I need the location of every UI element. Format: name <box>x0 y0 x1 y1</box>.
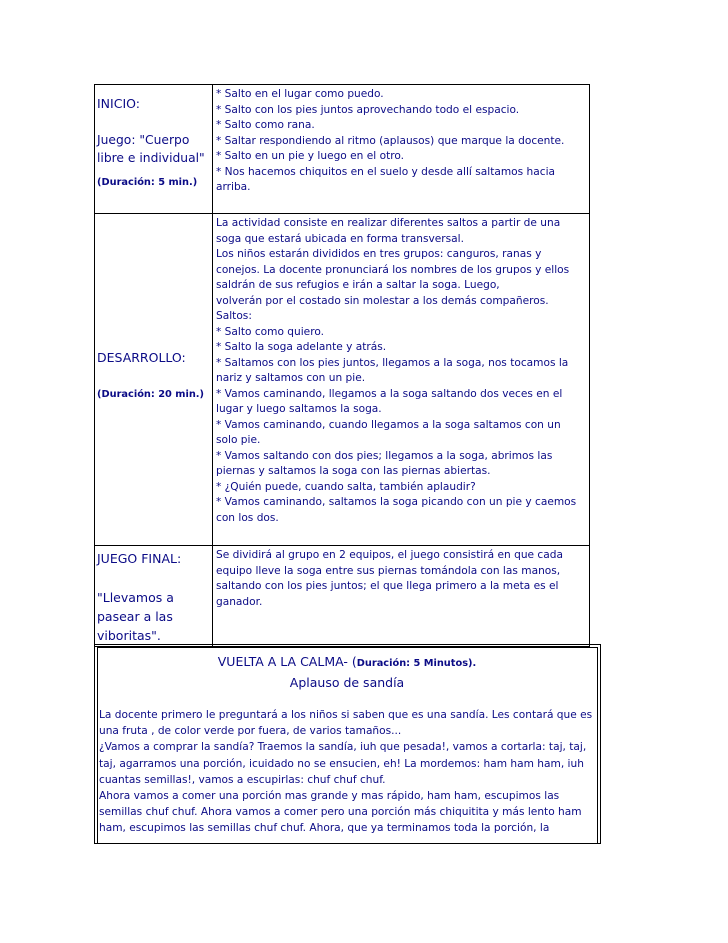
activity-table <box>94 84 590 647</box>
inicio-heading: INICIO: <box>97 96 140 111</box>
desarrollo-line: La actividad consiste en realizar diferentes saltos a partir de una soga que estará ubicada en forma transversal. <box>216 217 561 245</box>
juego-final-row <box>95 545 589 646</box>
inicio-label-cell <box>95 85 213 213</box>
desarrollo-content <box>213 214 589 545</box>
juego-final-label-cell <box>95 546 213 646</box>
juego-final-heading: JUEGO FINAL: <box>97 551 182 566</box>
desarrollo-label-cell <box>95 214 213 545</box>
desarrollo-line: * Saltamos con los pies juntos, llegamos a la soga, nos tocamos la nariz y saltamos con un pie. <box>216 356 569 384</box>
calm-paragraph: La docente primero le preguntará a los niños si saben que es una sandía. Les contará que es una fruta , de color verde por fuera, de varios tamaños... <box>99 709 593 738</box>
inicio-line: * Nos hacemos chiquitos en el suelo y desde allí saltamos hacia arriba. <box>216 165 555 193</box>
desarrollo-line: * Vamos caminando, saltamos la soga picando con un pie y caemos con los dos. <box>216 496 577 524</box>
desarrollo-row <box>95 213 589 545</box>
juego-final-text: Se dividirá al grupo en 2 equipos, el juego consistirá en que cada equipo lleve la soga entre sus piernas tomándola con las manos, saltando con los pies juntos; el que llega primero a la meta es el ganador. <box>216 549 563 608</box>
inicio-line: * Salto con los pies juntos aprovechando todo el espacio. <box>216 103 520 116</box>
desarrollo-heading: DESARROLLO: <box>97 350 186 365</box>
calm-subtitle: Aplauso de sandía <box>289 675 405 690</box>
calm-title <box>99 653 595 673</box>
calm-body <box>99 707 595 837</box>
desarrollo-line: * Vamos caminando, llegamos a la soga saltando dos veces en el lugar y luego saltamos la soga. <box>216 387 563 415</box>
desarrollo-line: volverán por el costado sin molestar a los demás compañeros. <box>216 294 549 307</box>
desarrollo-line: * ¿Quién puede, cuando salta, también aplaudir? <box>216 480 476 493</box>
desarrollo-line: Los niños estarán divididos en tres grupos: canguros, ranas y conejos. La docente pronunciará los nombres de los grupos y ellos saldrán de sus refugios e irán a saltar la soga. Luego, <box>216 248 570 291</box>
desarrollo-line: * Salto la soga adelante y atrás. <box>216 341 387 353</box>
inicio-game-label: Juego: "Cuerpo libre e individual" <box>97 133 205 165</box>
calm-title-text: VUELTA A LA CALMA- ( <box>217 654 357 669</box>
inicio-line: * Salto en un pie y luego en el otro. <box>216 150 405 162</box>
inicio-duration: (Duración: 5 min.) <box>97 177 198 188</box>
calm-paragraph: ¿Vamos a comprar la sandía? Traemos la sandía, iuh que pesada!, vamos a cortarla: taj, taj, taj, agarramos una porción, icuidado no se ensucien, eh! La mordemos: ham ham ham, iuh cuantas semillas!, vamos a escupirlas: chuf chuf chuf. <box>99 741 587 786</box>
desarrollo-line: * Salto como quiero. <box>216 325 324 338</box>
inicio-line: * Salto como rana. <box>216 119 315 131</box>
inicio-row <box>95 85 589 213</box>
desarrollo-line: * Vamos caminando, cuando llegamos a la soga saltamos con un solo pie. <box>216 418 561 446</box>
vuelta-a-la-calma-box <box>94 644 601 844</box>
inicio-content <box>213 85 589 213</box>
inicio-line: * Saltar respondiendo al ritmo (aplausos) que marque la docente. <box>216 134 565 147</box>
juego-final-game-label: "Llevamos a pasear a las viboritas". <box>97 590 174 643</box>
desarrollo-line: Saltos: <box>216 310 252 322</box>
juego-final-content <box>213 546 589 646</box>
calm-paragraph: Ahora vamos a comer una porción mas grande y mas rápido, ham ham, escupimos las semillas chuf chuf. Ahora vamos a comer pero una porción más chiquitita y más lento ham ham, escupimos las semillas chuf chuf. Ahora, que ya terminamos toda la porción, la <box>99 790 582 835</box>
desarrollo-duration: (Duración: 20 min.) <box>97 389 205 400</box>
inicio-line: * Salto en el lugar como puedo. <box>216 88 384 100</box>
desarrollo-line: * Vamos saltando con dos pies; llegamos a la soga, abrimos las piernas y saltamos la soga con las piernas abiertas. <box>216 449 553 477</box>
calm-duration: Duración: 5 Minutos). <box>356 658 477 669</box>
